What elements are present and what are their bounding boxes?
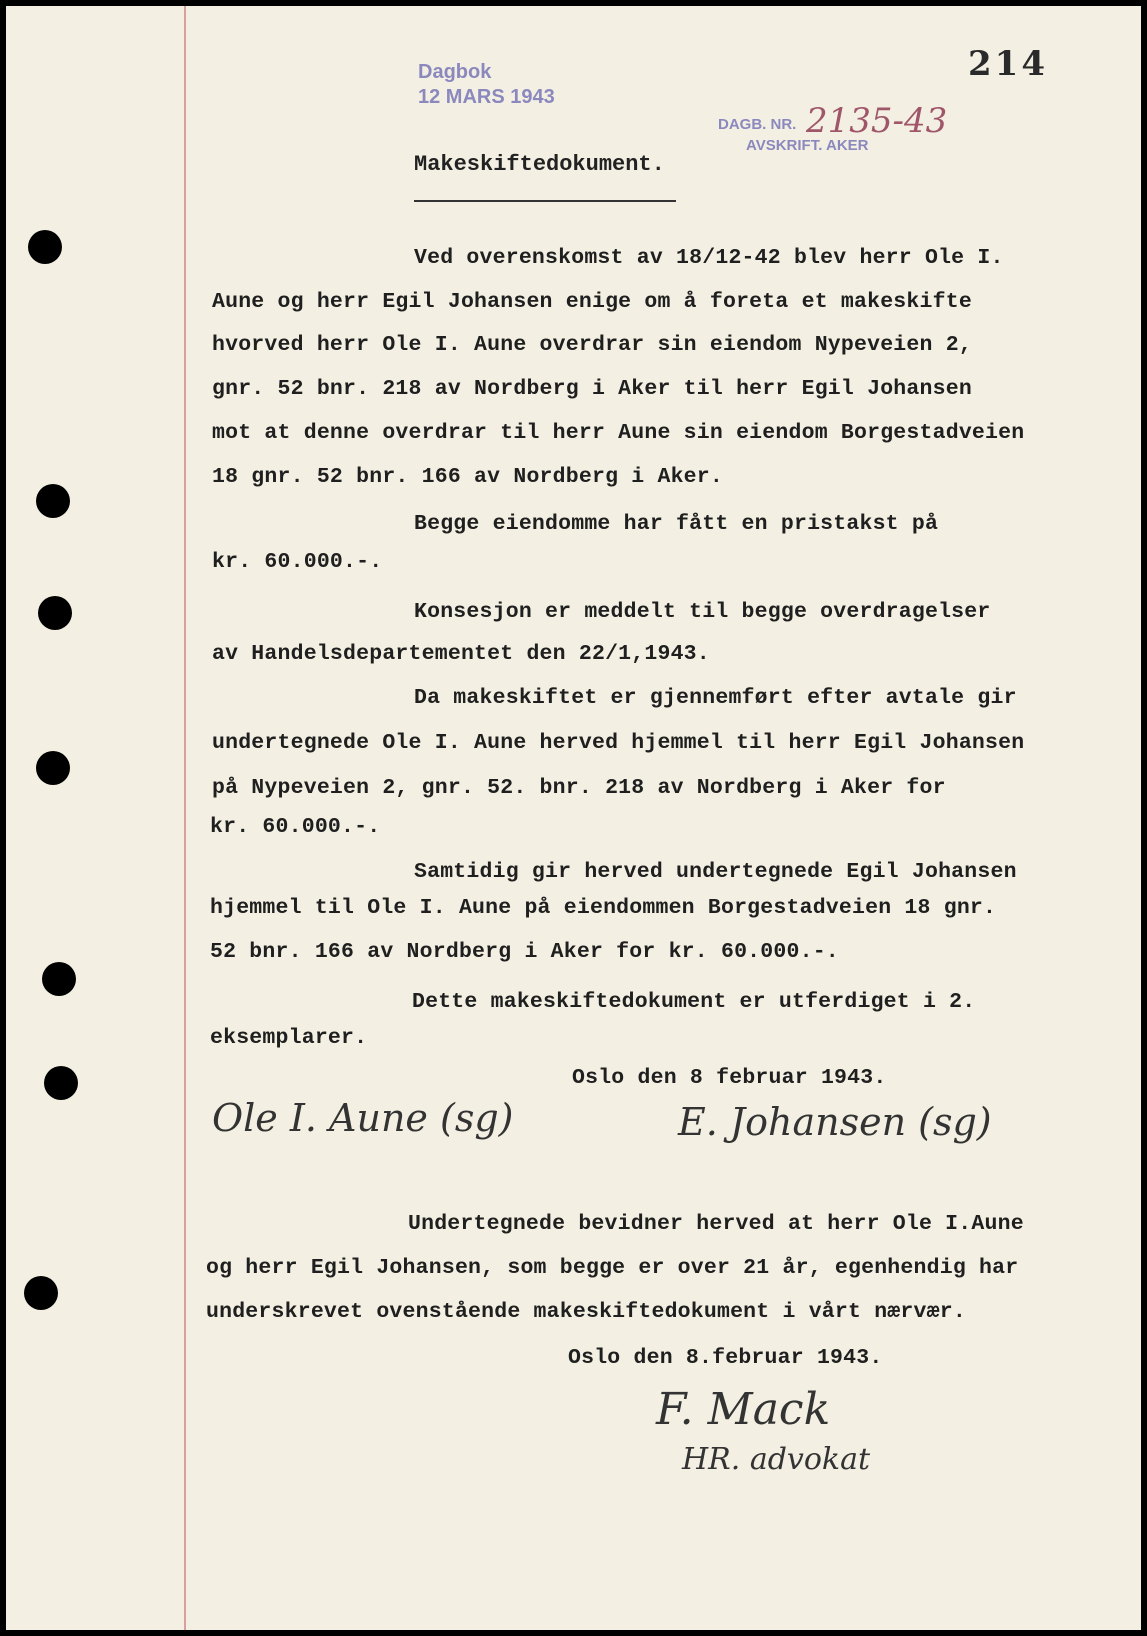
body-line: undertegnede Ole I. Aune herved hjemmel til herr Egil Johansen	[212, 731, 1025, 755]
body-line: Aune og herr Egil Johansen enige om å foreta et makeskifte	[212, 290, 972, 314]
body-line: kr. 60.000.-.	[212, 550, 383, 574]
signature-mack: F. Mack	[656, 1384, 831, 1435]
body-line: Samtidig gir herved undertegnede Egil Johansen	[414, 860, 1017, 884]
document-page	[6, 6, 1141, 1630]
binder-hole	[42, 962, 76, 996]
title-underline	[414, 200, 676, 202]
dagb-label: DAGB. NR.	[718, 116, 797, 133]
body-line: på Nypeveien 2, gnr. 52. bnr. 218 av Nordberg i Aker for	[212, 776, 946, 800]
body-line: eksemplarer.	[210, 1026, 368, 1050]
body-line: Ved overenskomst av 18/12-42 blev herr Ole I.	[414, 246, 1004, 270]
place-date: Oslo den 8 februar 1943.	[572, 1066, 887, 1090]
body-line: 18 gnr. 52 bnr. 166 av Nordberg i Aker.	[212, 465, 723, 489]
witness-line: Undertegnede bevidner herved at herr Ole I.Aune	[408, 1212, 1024, 1236]
binder-hole	[36, 484, 70, 518]
body-line: Begge eiendomme har fått en pristakst på	[414, 512, 939, 536]
body-line: Da makeskiftet er gjennemført efter avtale gir	[414, 686, 1017, 710]
witness-line: underskrevet ovenstående makeskiftedokument i vårt nærvær.	[206, 1300, 966, 1324]
dagb-number: 2135-43	[806, 101, 948, 141]
body-line: 52 bnr. 166 av Nordberg i Aker for kr. 60.000.-.	[210, 940, 839, 964]
page-number: 214	[968, 44, 1048, 84]
witness-place-date: Oslo den 8.februar 1943.	[568, 1346, 883, 1370]
binder-hole	[44, 1066, 78, 1100]
binder-hole	[28, 230, 62, 264]
document-title: Makeskiftedokument.	[414, 152, 665, 177]
signature-aune: Ole I. Aune (sg)	[212, 1096, 514, 1140]
signature-title: HR. advokat	[682, 1442, 871, 1477]
margin-rule	[184, 6, 186, 1630]
binder-hole	[38, 596, 72, 630]
signature-johansen: E. Johansen (sg)	[678, 1100, 992, 1144]
avskrift-label: AVSKRIFT. AKER	[746, 137, 869, 154]
binder-hole	[24, 1276, 58, 1310]
binder-hole	[36, 751, 70, 785]
body-line: gnr. 52 bnr. 218 av Nordberg i Aker til herr Egil Johansen	[212, 377, 972, 401]
witness-line: og herr Egil Johansen, som begge er over 21 år, egenhendig har	[206, 1256, 1019, 1280]
received-stamp	[418, 61, 555, 109]
body-line: hjemmel til Ole I. Aune på eiendommen Borgestadveien 18 gnr.	[210, 896, 997, 920]
body-line: mot at denne overdrar til herr Aune sin eiendom Borgestadveien	[212, 421, 1025, 445]
body-line: Dette makeskiftedokument er utferdiget i 2.	[412, 990, 976, 1014]
received-date: 12 MARS 1943	[418, 86, 555, 108]
body-line: kr. 60.000.-.	[210, 815, 381, 839]
body-line: Konsesjon er meddelt til begge overdragelser	[414, 600, 991, 624]
body-line: hvorved herr Ole I. Aune overdrar sin eiendom Nypeveien 2,	[212, 333, 972, 357]
body-line: av Handelsdepartementet den 22/1,1943.	[212, 642, 710, 666]
received-label: Dagbok	[418, 61, 492, 83]
